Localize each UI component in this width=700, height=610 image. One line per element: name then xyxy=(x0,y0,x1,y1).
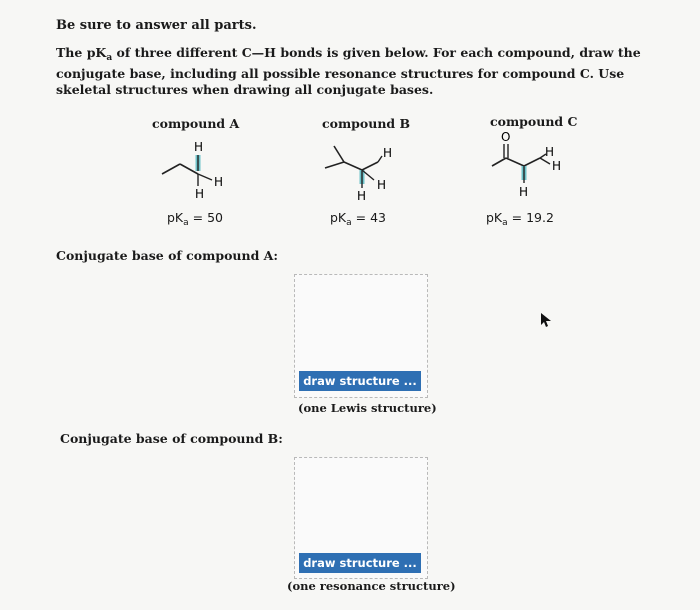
compound-a-pka: $pK_a = 50$ xyxy=(167,210,223,228)
conjugate-base-a-label: Conjugate base of compound A: xyxy=(56,248,278,263)
svg-text:H: H xyxy=(383,146,393,160)
svg-text:H: H xyxy=(519,185,529,199)
conjugate-base-a-caption: (one Lewis structure) xyxy=(298,401,437,415)
compound-b-structure xyxy=(322,140,412,206)
mouse-pointer-icon xyxy=(540,312,554,328)
compound-b-label: compound B xyxy=(322,116,411,131)
compound-c-label: compound C xyxy=(490,114,578,129)
svg-text:H: H xyxy=(357,189,367,203)
draw-structure-b-button[interactable]: draw structure ... xyxy=(299,553,421,573)
compound-a-label: compound A xyxy=(152,116,240,131)
compound-a-structure xyxy=(150,138,240,206)
instructions-text: Be sure to answer all parts. xyxy=(56,18,257,33)
svg-text:H: H xyxy=(214,175,224,189)
svg-text:H: H xyxy=(545,145,555,159)
question-text: The $pK_a$ of three different C—H bonds is given below. For each compound, draw the conjugate base, including all possible resonance structures for compound C. Use skeletal structures when drawing all conjugate bases. xyxy=(56,45,641,97)
conjugate-base-b-label: Conjugate base of compound B: xyxy=(60,431,283,446)
svg-text:H: H xyxy=(552,159,562,173)
svg-text:H: H xyxy=(377,178,387,192)
conjugate-base-b-caption: (one resonance structure) xyxy=(287,579,456,593)
compound-a-h-top: H xyxy=(194,140,204,154)
compound-c-pka: $pK_a = 19.2$ xyxy=(486,210,554,228)
svg-text:H: H xyxy=(195,187,205,201)
svg-text:O: O xyxy=(501,130,511,144)
compound-c-structure xyxy=(488,128,588,206)
compound-b-pka: $pK_a = 43$ xyxy=(330,210,386,228)
draw-structure-a-button[interactable]: draw structure ... xyxy=(299,371,421,391)
